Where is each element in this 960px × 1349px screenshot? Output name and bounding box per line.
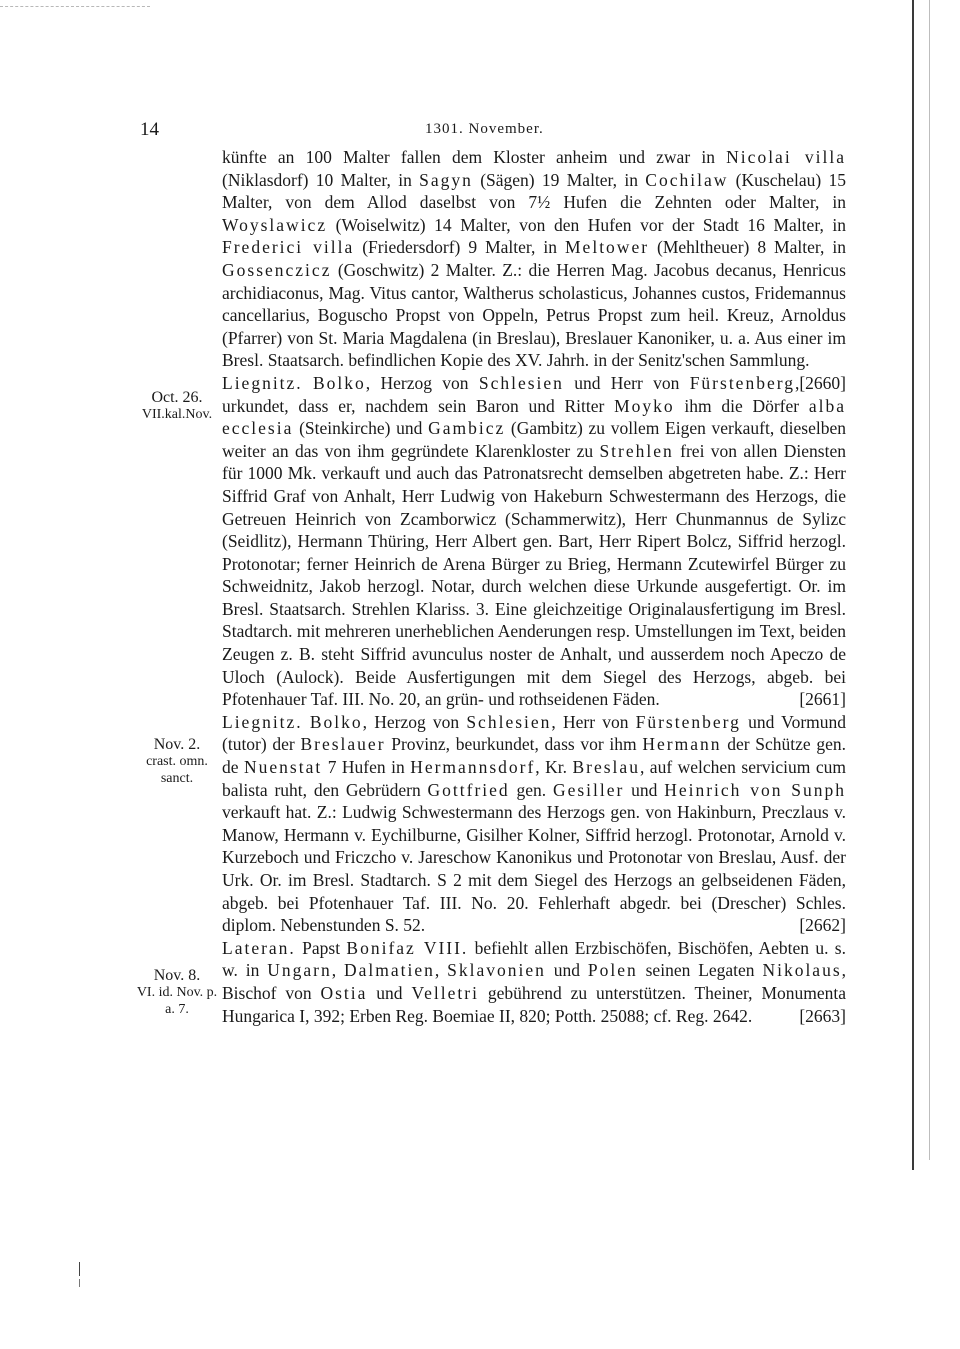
text	[303, 712, 310, 732]
text: Provinz, beurkundet, dass vor ihm	[385, 734, 643, 755]
text: (Friedersdorf) 9 Malter, in	[354, 237, 565, 258]
running-head: 1301. November.	[425, 121, 544, 137]
text: ,	[331, 960, 344, 981]
entry-2662	[222, 711, 846, 937]
place-name: Velletri	[411, 982, 479, 1003]
text: 7 Hufen in	[322, 757, 411, 778]
text: (Woiselwitz) 14 Malter, von den Hufen vor der Stadt 16 Malter, in	[327, 214, 846, 235]
text: verkauft hat. Z.: Ludwig Schwestermann des Herzogs gen. von Hakinburn, Preczlaus v. Manow, Hermann v. Eychilburne, Gisilher Kolner, Siffrid herzogl. Protonotar, Arnold v. Kurzeboch und Friczcho v. Jareschow Kanonikus und Protonotar von Breslau, Ausf. der Urk. Or. im Bresl. Stadtarch. S 2 mit dem Siegel des Herzogs an gelbseidenen Fäden, abgeb. bei Pfotenhauer Taf. III. No. 20. Fehlerhaft abgedr. bei (Drescher) Schles. diplom. Nebenstunden S. 52.	[222, 802, 846, 936]
entry-number: [2661]	[799, 689, 846, 710]
text: (Niklasdorf) 10 Malter, in	[222, 169, 420, 190]
margin-date: Oct. 26.	[151, 389, 203, 406]
place-name: Liegnitz.	[222, 711, 303, 732]
place-name: Dalmatien	[343, 960, 435, 981]
scan-edge-right-faint	[929, 0, 930, 1160]
place-name: Nuenstat	[244, 757, 323, 778]
place-name: Lateran.	[222, 937, 296, 958]
text: und Herr von	[563, 372, 690, 393]
place-name: Ungarn	[267, 960, 332, 981]
text: gebührend zu unterstützen. Theiner, Monumenta Hungarica I, 392; Erben Reg. Boemiae II, 820; Potth. 25088; cf. Reg. 2642.	[222, 982, 847, 1026]
margin-sub: VI. id. Nov. p. a. 7.	[136, 985, 218, 1017]
person-name: Heinrich von Sunph	[664, 779, 846, 800]
text: der Schütze gen. de	[222, 734, 846, 778]
scan-edge-right	[912, 0, 914, 1170]
text: , Bischof von	[222, 960, 847, 1003]
text: gen.	[509, 779, 553, 800]
place-name: Cochilaw	[645, 169, 729, 190]
place-name: Schlesien	[478, 372, 564, 393]
text: , Herzog von	[365, 372, 479, 393]
person-name: Nikolaus	[762, 960, 842, 981]
text: (Kuschelau) 15 Malter, von dem Allod daselbst von 7½ Hufen die Zehnten oder Malter, in	[222, 169, 847, 213]
margin-note-2662	[134, 736, 220, 787]
margin-note-2661	[134, 389, 220, 423]
entry-number: [2660]	[799, 372, 846, 393]
text: , auf welchen servicium cum balista ruht, den Gebrüdern	[222, 757, 846, 800]
scan-mark	[79, 1262, 80, 1276]
place-name: Liegnitz.	[222, 372, 303, 393]
margin-date: Nov. 8.	[153, 967, 201, 984]
place-name: Hermannsdorf	[410, 757, 536, 778]
text	[303, 373, 313, 393]
place-name: Fürstenberg	[689, 372, 795, 393]
place-name: Meltower	[565, 237, 650, 258]
place-name: Gambicz	[428, 418, 506, 439]
place-name: Strehlen	[599, 440, 674, 461]
margin-date: Nov. 2.	[153, 736, 201, 753]
text: (Sägen) 19 Malter, in	[472, 169, 646, 190]
person-name: Bonifaz VIII.	[346, 937, 469, 958]
place-name: Schlesien	[466, 711, 552, 732]
text: (Goschwitz) 2 Malter. Z.: die Herren Mag. Jacobus decanus, Henricus archidiaconus, Mag. Vitus cantor, Waltherus scholasticus, Johannes custos, Fridemannus cancellarius, Boguscho Propst von Oppeln, Petrus Propst zum heil. Kreuz, Arnoldus (Pfarrer) von St. Maria Magdalena (in Breslau), Breslauer Kanoniker, u. a. Aus einer im Bresl. Staatsarch. befindlichen Kopie des XV. Jahrh. in der Senitz'schen Sammlung.	[222, 259, 846, 371]
text: seinen Legaten	[637, 960, 763, 981]
text: , urkundet, dass er, nachdem sein Baron und Ritter	[222, 372, 800, 416]
place-name: Frederici villa	[222, 237, 355, 258]
entry-2663	[222, 937, 846, 1027]
entry-number: [2662]	[799, 915, 846, 936]
text: (Mehltheuer) 8 Malter, in	[649, 237, 846, 258]
text: (Gambitz) zu vollem Eigen verkauft, dieselben weiter an das von ihm gegründete Klarenkloster zu	[222, 418, 846, 461]
place-name: Ostia	[320, 982, 368, 1003]
text: befiehlt allen Erzbischöfen, Bischöfen, Aebten u. s. w. in	[222, 937, 846, 981]
text: , Herr von	[551, 711, 636, 732]
place-name: Polen	[587, 960, 638, 981]
scan-edge-top	[0, 6, 150, 7]
person-name: Bolko	[313, 372, 366, 393]
person-name: Hermann	[642, 734, 722, 755]
place-name: Sagyn	[419, 169, 473, 190]
entry-2661	[222, 372, 846, 711]
person-name: Gesiller	[552, 779, 625, 800]
text: frei von allen Diensten für 1000 Mk. verkauft und auch das Patronatsrecht demselben abgetreten habe. Z.: Herr Siffrid Graf von Anhalt, Herr Ludwig von Hakeburn Schwestermann des Herzogs, die Getreuen Heinrich von Zcamborwicz (Schammerwitz), Herr Chunmannus de Sylizc (Seidlitz), Hermann Thüring, Herr Albert gen. Bart, Herr Ripert Bolcz, Siffrid herzogl. Protonotar; ferner Heinrich de Arena Bürger zu Brieg, Hermann Zcutewirfel Bürger zu Schweidnitz, Jakob herzogl. Notar, durch welchen diese Urkunde ausgefertigt. Or. im Bresl. Staatsarch. Strehlen Klariss. 3. Eine gleichzeitige Originalausfertigung im Bresl. Stadtarch. mit mehreren unerheblichen Aenderungen resp. Umstellungen im Text, beiden Zeugen z. B. steht Siffrid avunculus noster de Anhalt, und ausserdem noch Apeczo de Uloch (Aulock). Beide Ausfertigungen mit dem Siegel des Herzogs, abgeb. bei Pfotenhauer Taf. III. No. 20, an grün- und rothseidenen Fäden.	[222, 440, 846, 710]
text: (Steinkirche) und	[293, 418, 429, 439]
entry-number: [2663]	[799, 1005, 846, 1026]
text: Papst	[295, 937, 347, 958]
place-name: Nicolai villa	[726, 147, 846, 167]
place-name: Breslauer	[300, 734, 386, 755]
text: ,	[434, 960, 448, 981]
text: ihm die Dörfer	[674, 395, 809, 416]
person-name: Gottfried	[427, 779, 510, 800]
person-name: Moyko	[614, 395, 675, 416]
text: künfte an 100 Malter fallen dem Kloster anheim und zwar in	[222, 147, 727, 167]
place-name: alba ecclesia	[222, 395, 846, 439]
text: , Herzog von	[362, 711, 467, 732]
scan-mark	[79, 1279, 80, 1287]
margin-note-2663	[134, 967, 220, 1018]
place-name: Sklavonien	[447, 960, 546, 981]
page-number: 14	[140, 119, 159, 140]
text: und	[367, 982, 412, 1003]
main-text	[222, 146, 846, 1027]
text: und	[545, 960, 588, 981]
place-name: Woyslawicz	[222, 214, 328, 235]
place-name: Fürstenberg	[635, 711, 741, 732]
place-name: Gossenczicz	[222, 259, 332, 280]
person-name: Bolko	[309, 711, 363, 732]
margin-sub: crast. omn. sanct.	[146, 754, 208, 786]
text: , Kr.	[535, 757, 573, 778]
margin-sub: VII.kal.Nov.	[141, 407, 213, 422]
text: und	[624, 779, 665, 800]
place-name: Breslau	[572, 757, 640, 778]
text: und Vormund (tutor) der	[222, 711, 847, 755]
